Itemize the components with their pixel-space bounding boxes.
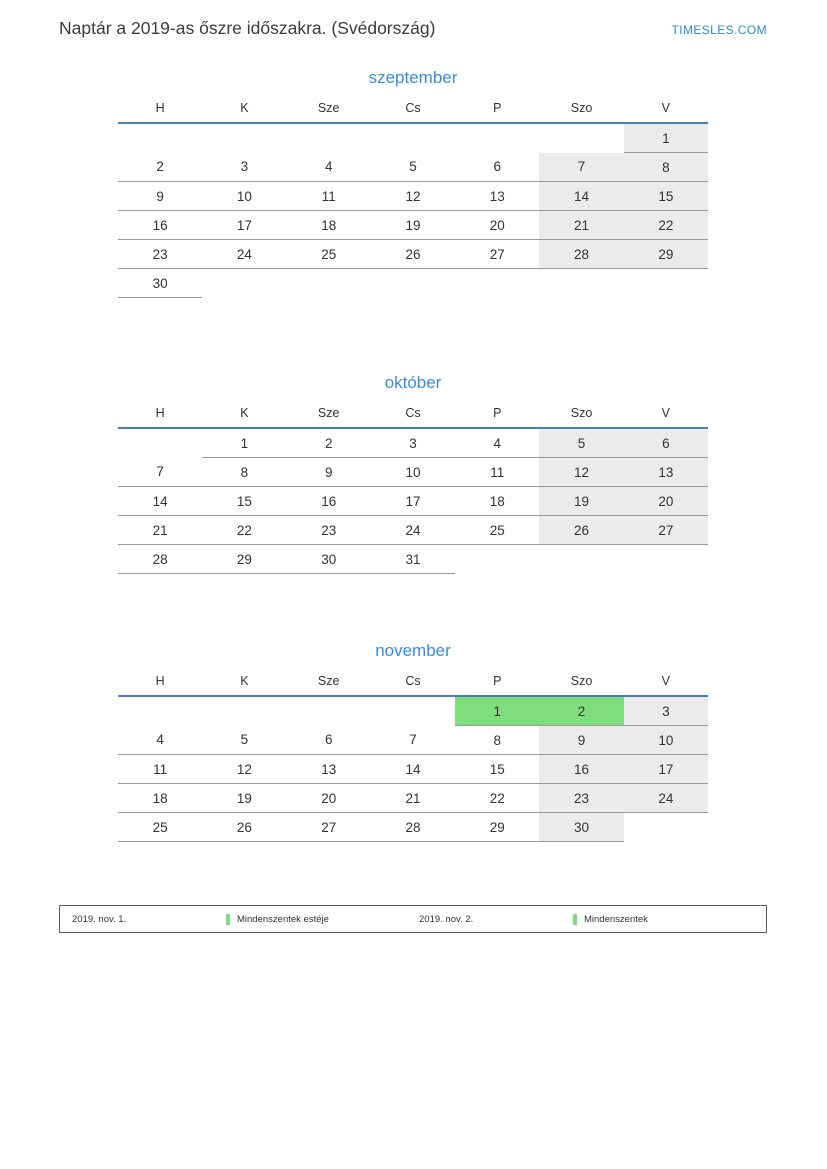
day-cell[interactable]: 21 bbox=[118, 516, 202, 545]
month-title: november bbox=[375, 641, 451, 660]
weekday-header: V bbox=[624, 92, 708, 123]
day-cell[interactable]: 21 bbox=[371, 784, 455, 813]
day-cell[interactable]: 7 bbox=[371, 726, 455, 755]
day-cell-weekend[interactable]: 13 bbox=[624, 458, 708, 487]
day-cell-weekend[interactable]: 17 bbox=[624, 755, 708, 784]
day-cell[interactable]: 22 bbox=[202, 516, 286, 545]
day-cell-empty bbox=[287, 269, 371, 298]
weekday-header: Cs bbox=[371, 92, 455, 123]
day-cell[interactable]: 6 bbox=[455, 153, 539, 182]
week-row bbox=[118, 755, 708, 784]
day-cell-weekend[interactable]: 14 bbox=[539, 182, 623, 211]
day-cell[interactable]: 11 bbox=[118, 755, 202, 784]
weekday-header: V bbox=[624, 665, 708, 696]
weekday-header: K bbox=[202, 665, 286, 696]
day-cell-weekend[interactable]: 26 bbox=[539, 516, 623, 545]
day-cell[interactable]: 5 bbox=[371, 153, 455, 182]
day-cell-weekend[interactable]: 3 bbox=[624, 696, 708, 726]
week-row bbox=[118, 123, 708, 153]
week-row bbox=[118, 487, 708, 516]
legend-holiday-name: Mindenszentek bbox=[584, 913, 648, 925]
day-cell-empty bbox=[539, 269, 623, 298]
month-table bbox=[118, 397, 708, 574]
day-cell[interactable]: 31 bbox=[371, 545, 455, 574]
weekday-header: Sze bbox=[287, 397, 371, 428]
day-cell-weekend[interactable]: 24 bbox=[624, 784, 708, 813]
day-cell-weekend[interactable]: 30 bbox=[539, 813, 623, 842]
day-cell-weekend[interactable]: 9 bbox=[539, 726, 623, 755]
month-block-november bbox=[113, 641, 713, 842]
weekday-header: H bbox=[118, 92, 202, 123]
day-cell[interactable]: 5 bbox=[202, 726, 286, 755]
day-cell[interactable]: 24 bbox=[371, 516, 455, 545]
day-cell[interactable]: 25 bbox=[455, 516, 539, 545]
week-row bbox=[118, 153, 708, 182]
day-cell[interactable]: 23 bbox=[118, 240, 202, 269]
day-cell[interactable]: 14 bbox=[118, 487, 202, 516]
day-cell-empty bbox=[287, 123, 371, 153]
day-cell[interactable]: 8 bbox=[455, 726, 539, 755]
day-cell[interactable]: 25 bbox=[287, 240, 371, 269]
day-cell-weekend[interactable]: 20 bbox=[624, 487, 708, 516]
day-cell[interactable]: 28 bbox=[118, 545, 202, 574]
day-cell-empty bbox=[539, 123, 623, 153]
day-cell[interactable]: 1 bbox=[202, 428, 286, 458]
day-cell-weekend[interactable]: 6 bbox=[624, 428, 708, 458]
month-title: szeptember bbox=[368, 68, 458, 87]
day-cell-empty bbox=[371, 696, 455, 726]
day-cell[interactable]: 28 bbox=[371, 813, 455, 842]
day-cell[interactable]: 22 bbox=[455, 784, 539, 813]
day-cell-empty bbox=[624, 813, 708, 842]
day-cell[interactable]: 27 bbox=[455, 240, 539, 269]
day-cell[interactable]: 10 bbox=[371, 458, 455, 487]
legend-color-swatch bbox=[226, 914, 230, 925]
day-cell[interactable]: 9 bbox=[287, 458, 371, 487]
month-block-september bbox=[113, 68, 713, 298]
brand-label: TIMESLES.COM bbox=[671, 23, 767, 37]
day-cell-empty bbox=[202, 696, 286, 726]
legend-date: 2019. nov. 1. bbox=[72, 913, 127, 925]
day-cell-empty bbox=[624, 545, 708, 574]
day-cell-weekend[interactable]: 23 bbox=[539, 784, 623, 813]
day-cell-empty bbox=[371, 123, 455, 153]
day-cell[interactable]: 4 bbox=[287, 153, 371, 182]
day-cell[interactable]: 2 bbox=[118, 153, 202, 182]
day-cell-empty bbox=[118, 428, 202, 458]
page-header bbox=[0, 18, 827, 54]
day-cell[interactable]: 4 bbox=[118, 726, 202, 755]
weekday-header: K bbox=[202, 397, 286, 428]
day-cell-weekend[interactable]: 8 bbox=[624, 153, 708, 182]
day-cell[interactable]: 20 bbox=[455, 211, 539, 240]
day-cell[interactable]: 17 bbox=[202, 211, 286, 240]
day-cell[interactable]: 18 bbox=[455, 487, 539, 516]
day-cell[interactable]: 11 bbox=[455, 458, 539, 487]
weekday-header: P bbox=[455, 92, 539, 123]
weekday-header: P bbox=[455, 665, 539, 696]
day-cell[interactable]: 19 bbox=[202, 784, 286, 813]
day-cell[interactable]: 12 bbox=[202, 755, 286, 784]
day-cell[interactable]: 23 bbox=[287, 516, 371, 545]
day-cell-weekend[interactable]: 15 bbox=[624, 182, 708, 211]
day-cell-empty bbox=[287, 696, 371, 726]
day-cell-weekend[interactable]: 1 bbox=[624, 123, 708, 153]
day-cell-empty bbox=[624, 269, 708, 298]
day-cell-weekend[interactable]: 19 bbox=[539, 487, 623, 516]
holiday-legend bbox=[59, 905, 767, 933]
day-cell[interactable]: 29 bbox=[202, 545, 286, 574]
day-cell[interactable]: 3 bbox=[371, 428, 455, 458]
day-cell-weekend[interactable]: 21 bbox=[539, 211, 623, 240]
day-cell-empty bbox=[371, 269, 455, 298]
day-cell[interactable]: 2 bbox=[287, 428, 371, 458]
day-cell-empty bbox=[118, 123, 202, 153]
week-row bbox=[118, 240, 708, 269]
weekday-header-row bbox=[118, 92, 708, 123]
weekday-header-row bbox=[118, 665, 708, 696]
day-cell[interactable]: 18 bbox=[287, 211, 371, 240]
day-cell[interactable]: 10 bbox=[202, 182, 286, 211]
week-row bbox=[118, 458, 708, 487]
day-cell-empty bbox=[455, 269, 539, 298]
weekday-header: Cs bbox=[371, 397, 455, 428]
weekday-header: K bbox=[202, 92, 286, 123]
weekday-header: Szo bbox=[539, 92, 623, 123]
day-cell[interactable]: 30 bbox=[118, 269, 202, 298]
day-cell[interactable]: 30 bbox=[287, 545, 371, 574]
day-cell-empty bbox=[202, 269, 286, 298]
week-row bbox=[118, 545, 708, 574]
weekday-header: Sze bbox=[287, 665, 371, 696]
day-cell-weekend[interactable]: 28 bbox=[539, 240, 623, 269]
weekday-header: Sze bbox=[287, 92, 371, 123]
day-cell[interactable]: 29 bbox=[455, 813, 539, 842]
day-cell-weekend[interactable]: 5 bbox=[539, 428, 623, 458]
day-cell[interactable]: 24 bbox=[202, 240, 286, 269]
day-cell[interactable]: 8 bbox=[202, 458, 286, 487]
week-row bbox=[118, 269, 708, 298]
day-cell[interactable]: 20 bbox=[287, 784, 371, 813]
weekday-header: Szo bbox=[539, 665, 623, 696]
week-row bbox=[118, 516, 708, 545]
day-cell-empty bbox=[455, 123, 539, 153]
day-cell[interactable]: 17 bbox=[371, 487, 455, 516]
month-table bbox=[118, 665, 708, 842]
week-row bbox=[118, 726, 708, 755]
weekday-header: Szo bbox=[539, 397, 623, 428]
day-cell-empty bbox=[539, 545, 623, 574]
day-cell[interactable]: 9 bbox=[118, 182, 202, 211]
day-cell-weekend[interactable]: 10 bbox=[624, 726, 708, 755]
weekday-header-row bbox=[118, 397, 708, 428]
day-cell-holiday[interactable]: 1 bbox=[455, 696, 539, 726]
day-cell[interactable]: 7 bbox=[118, 458, 202, 487]
weekday-header: H bbox=[118, 397, 202, 428]
day-cell-weekend[interactable]: 12 bbox=[539, 458, 623, 487]
day-cell[interactable]: 3 bbox=[202, 153, 286, 182]
week-row bbox=[118, 182, 708, 211]
day-cell[interactable]: 13 bbox=[455, 182, 539, 211]
weekday-header: P bbox=[455, 397, 539, 428]
month-title: október bbox=[384, 373, 442, 392]
day-cell[interactable]: 18 bbox=[118, 784, 202, 813]
week-row bbox=[118, 813, 708, 842]
day-cell[interactable]: 26 bbox=[371, 240, 455, 269]
weekday-header: Cs bbox=[371, 665, 455, 696]
day-cell-weekend[interactable]: 7 bbox=[539, 153, 623, 182]
legend-color-swatch bbox=[573, 914, 577, 925]
weekday-header: H bbox=[118, 665, 202, 696]
day-cell[interactable]: 16 bbox=[287, 487, 371, 516]
day-cell[interactable]: 13 bbox=[287, 755, 371, 784]
day-cell-weekend[interactable]: 29 bbox=[624, 240, 708, 269]
legend-date: 2019. nov. 2. bbox=[419, 913, 474, 925]
week-row bbox=[118, 211, 708, 240]
weekday-header: V bbox=[624, 397, 708, 428]
day-cell[interactable]: 25 bbox=[118, 813, 202, 842]
day-cell-weekend[interactable]: 22 bbox=[624, 211, 708, 240]
day-cell[interactable]: 11 bbox=[287, 182, 371, 211]
day-cell[interactable]: 27 bbox=[287, 813, 371, 842]
day-cell[interactable]: 14 bbox=[371, 755, 455, 784]
week-row bbox=[118, 428, 708, 458]
day-cell[interactable]: 16 bbox=[118, 211, 202, 240]
month-block-october bbox=[113, 373, 713, 574]
day-cell-empty bbox=[202, 123, 286, 153]
day-cell[interactable]: 15 bbox=[202, 487, 286, 516]
day-cell[interactable]: 19 bbox=[371, 211, 455, 240]
day-cell-weekend[interactable]: 27 bbox=[624, 516, 708, 545]
week-row bbox=[118, 784, 708, 813]
day-cell-empty bbox=[118, 696, 202, 726]
month-table bbox=[118, 92, 708, 298]
day-cell[interactable]: 4 bbox=[455, 428, 539, 458]
day-cell[interactable]: 26 bbox=[202, 813, 286, 842]
day-cell[interactable]: 15 bbox=[455, 755, 539, 784]
legend-holiday-name: Mindenszentek estéje bbox=[237, 913, 329, 925]
day-cell[interactable]: 6 bbox=[287, 726, 371, 755]
day-cell-empty bbox=[455, 545, 539, 574]
page-title: Naptár a 2019-as őszre időszakra. (Svédország) bbox=[59, 18, 436, 38]
day-cell[interactable]: 12 bbox=[371, 182, 455, 211]
week-row bbox=[118, 696, 708, 726]
day-cell-weekend[interactable]: 16 bbox=[539, 755, 623, 784]
day-cell-holiday[interactable]: 2 bbox=[539, 696, 623, 726]
